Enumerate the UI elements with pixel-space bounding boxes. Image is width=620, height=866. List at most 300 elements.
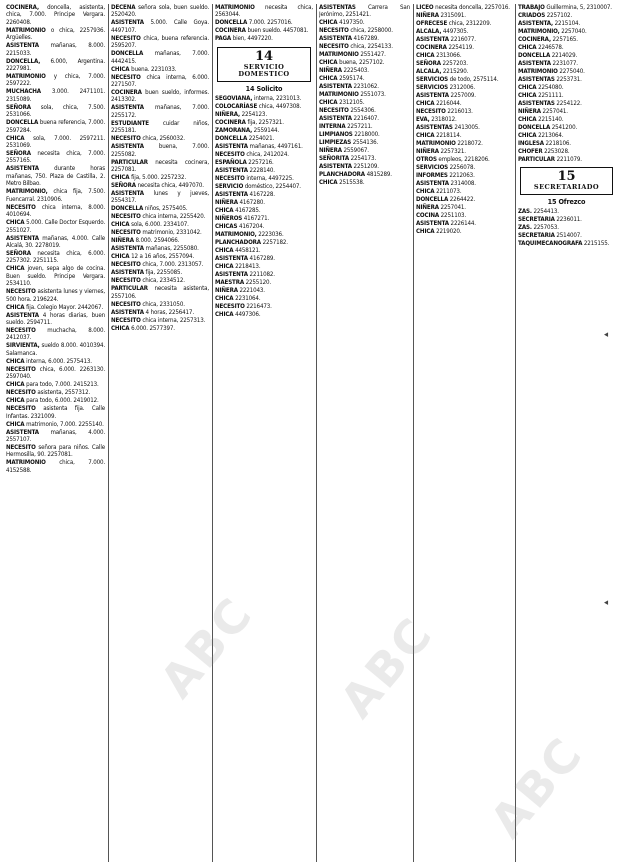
ad-column-3: [215, 4, 313, 862]
ad-text: 2226144.: [448, 220, 476, 227]
ad-lead-word: MATRIMONIO,: [215, 231, 257, 239]
section-header-secretarial: [520, 167, 613, 194]
classified-ad: [6, 381, 105, 388]
classified-ad: [6, 150, 105, 165]
ad-lead-word: CHICA: [416, 132, 435, 139]
ad-lead-word: MATRIMONIO,: [518, 28, 560, 35]
ad-text: chica, 2334512.: [140, 277, 185, 285]
ad-lead-word: NECESITO: [111, 316, 141, 324]
ad-text: para todo, 6.000. 2419012.: [24, 397, 99, 405]
ad-lead-word: CHICA: [111, 253, 130, 261]
classified-ad: [215, 35, 313, 42]
classified-ad: [111, 325, 209, 332]
ad-text: chica, 2258000.: [348, 27, 393, 35]
classified-ad: [518, 216, 615, 223]
ad-lead-word: MAESTRA: [215, 279, 245, 287]
classified-ad: [215, 279, 313, 286]
classified-ad: [518, 124, 615, 131]
classified-ad: [215, 119, 313, 126]
classified-ad: [416, 84, 512, 91]
ad-text: para todo, 7.000. 2415213.: [24, 381, 99, 389]
section-title: SECRETARIADO: [533, 183, 600, 192]
classified-ad: [111, 19, 209, 34]
ad-lead-word: NECESITO: [215, 303, 245, 311]
classified-ad: [215, 127, 313, 134]
ad-text: 2257009.: [448, 92, 476, 99]
ad-text: señora sola, buen sueldo. 2520420.: [111, 4, 209, 19]
classified-ad: [111, 237, 209, 244]
ad-text: sola, 6.000. 2334107.: [129, 221, 189, 229]
ad-lead-word: PAGA: [215, 35, 232, 43]
ad-text: 2257203.: [440, 60, 468, 67]
ad-lead-word: MATRIMONIO,: [6, 188, 48, 196]
classified-ad: [111, 35, 209, 50]
ad-text: 2251103.: [439, 212, 467, 219]
classified-ad: [416, 228, 512, 235]
classified-ad: [215, 287, 313, 294]
ad-text: 2216473.: [244, 303, 272, 311]
ad-text: niños, 2575405.: [143, 205, 188, 213]
classified-ad: [215, 303, 313, 310]
column-divider: [515, 4, 516, 862]
ad-lead-word: CHICA: [319, 99, 338, 107]
ad-text: 2315091.: [438, 12, 466, 19]
ad-text: necesita cocinera, 2257081.: [111, 158, 209, 174]
ad-text: chica interna, 2257313.: [140, 316, 206, 324]
classified-ad: [518, 108, 615, 115]
ad-text: 2219020.: [434, 228, 462, 235]
classified-ad: [319, 83, 410, 90]
classified-ad: [215, 159, 313, 166]
classified-ad: [111, 253, 209, 260]
ad-lead-word: COCINERA: [215, 27, 246, 35]
column-divider: [316, 4, 317, 862]
ad-lead-word: NIÑERA,: [215, 111, 240, 119]
classified-ad: [416, 116, 512, 123]
ad-lead-word: DONCELLA,: [6, 57, 41, 65]
ad-text: 2413005.: [452, 124, 480, 131]
ad-text: 4197350.: [337, 19, 365, 27]
ad-lead-word: NIÑERA: [319, 67, 342, 75]
column-divider: [212, 4, 213, 862]
classified-ad: [518, 240, 615, 247]
classified-ad: [416, 204, 512, 211]
ad-lead-word: ASISTENTA: [319, 115, 352, 123]
ad-lead-word: CHICA: [6, 265, 25, 273]
ad-text: 2514007.: [554, 232, 582, 240]
classified-ad: [416, 124, 512, 131]
ad-text: 2215140.: [536, 116, 564, 123]
ad-text: 4167271.: [242, 215, 270, 223]
ad-text: 2216077.: [448, 36, 476, 43]
ad-text: 2559067.: [341, 147, 369, 155]
ad-lead-word: CHICA: [518, 92, 537, 99]
classified-ad: [6, 88, 105, 103]
ad-lead-word: DONCELLA: [416, 196, 449, 203]
ad-text: 2218413.: [233, 263, 261, 271]
ad-text: 2254080.: [536, 84, 564, 91]
classified-ad: [6, 366, 105, 381]
ad-text: fija, 2255085.: [143, 269, 183, 277]
ad-text: 2312006.: [448, 84, 476, 91]
classified-ad: [518, 116, 615, 123]
ad-lead-word: ESTUDIANTE: [111, 119, 149, 127]
classified-ad: [319, 19, 410, 26]
ad-text: 4497306.: [233, 311, 261, 319]
ad-text: chica, 2331050.: [140, 300, 185, 308]
ad-text: chica, 7.000. 2313057.: [140, 261, 204, 269]
ad-lead-word: MATRIMONIO: [6, 26, 46, 34]
ad-column-2: [111, 4, 209, 862]
classified-ad: [215, 27, 313, 34]
ad-text: 2218072.: [455, 140, 483, 147]
classified-ad: [6, 58, 105, 73]
ad-text: 4 horas, 2256417.: [143, 308, 194, 316]
classified-ad: [416, 4, 512, 11]
ad-text: 2554306.: [348, 107, 376, 115]
ad-lead-word: MUCHACHA: [6, 88, 41, 96]
ad-text: muchacha, 8.000. 2412037.: [6, 326, 105, 342]
ad-text: lunes y jueves, 2554317.: [111, 190, 209, 205]
ad-lead-word: SECRETARIA: [518, 216, 555, 224]
classified-ad: [6, 342, 105, 357]
ad-text: matrimonio, 7.000. 2255140.: [24, 420, 104, 428]
classified-ad: [416, 68, 512, 75]
classified-ad: [319, 91, 410, 98]
ad-lead-word: MATRIMONIO: [319, 91, 359, 99]
ad-lead-word: MATRIMONIO: [6, 73, 46, 81]
ad-text: buena referencia, 7.000. 2597284.: [6, 119, 105, 134]
ad-lead-word: ASISTENTA: [215, 143, 248, 151]
ad-lead-word: PLANCHADORA: [215, 239, 261, 247]
ad-text: 2595174.: [337, 75, 365, 83]
ad-lead-word: ASISTENTA: [416, 36, 449, 43]
classified-ad: [518, 4, 615, 11]
ad-lead-word: NECESITO: [6, 365, 36, 373]
classified-ad: [6, 235, 105, 250]
classified-ad: [6, 459, 105, 474]
classified-ad: [319, 123, 410, 130]
ad-text: 2541200.: [550, 124, 578, 131]
ad-text: 2236011.: [554, 216, 582, 224]
ad-lead-word: ZAS.: [518, 208, 532, 216]
ad-lead-word: COCINERA: [416, 44, 447, 51]
ad-text: 4167289.: [247, 255, 275, 263]
classified-ad: [111, 89, 209, 104]
ad-lead-word: ASISTENTA: [6, 165, 39, 173]
ad-text: 2231077.: [550, 60, 578, 67]
classified-ad: [111, 159, 209, 174]
ad-lead-word: DONCELLA: [6, 119, 39, 127]
ad-text: Guillermina, 5, 2310007.: [544, 4, 612, 11]
classified-ad: [6, 4, 105, 26]
ad-text: 2257165.: [550, 36, 578, 43]
ad-text: 4167280.: [237, 199, 265, 207]
classified-ad: [416, 180, 512, 187]
ad-text: buena, 2257102.: [337, 59, 385, 67]
classified-ad: [215, 295, 313, 302]
watermark: ABC: [149, 586, 264, 708]
classified-ad: [416, 156, 512, 163]
ad-text: 2254021.: [247, 135, 275, 143]
classified-ad: [6, 250, 105, 265]
margin-mark: ◂: [604, 598, 609, 608]
classified-ad: [518, 12, 615, 19]
ad-text: 2211079.: [554, 156, 582, 163]
classified-ad: [215, 311, 313, 318]
ad-lead-word: TAQUIMECANOGRAFA: [518, 240, 583, 248]
classified-ad: [518, 44, 615, 51]
ad-text: 2246578.: [536, 44, 564, 51]
classified-ad: [518, 140, 615, 147]
margin-mark: ◂: [604, 330, 609, 340]
classified-ad: [111, 317, 209, 324]
ad-lead-word: ASISTENTA: [319, 83, 352, 91]
classified-ad: [6, 397, 105, 404]
ad-lead-word: ASISTENTA: [6, 311, 39, 319]
ad-text: 6.000. 2577397.: [129, 324, 175, 332]
ad-lead-word: INGLESA: [518, 140, 544, 147]
ad-lead-word: NIÑERA: [319, 147, 342, 155]
ad-lead-word: ASISTENTA: [215, 167, 248, 175]
ad-text: 2214029.: [550, 52, 578, 59]
ad-text: chica, 7.000. 4152588.: [6, 459, 105, 474]
ad-lead-word: MATRIMONIO: [6, 459, 46, 467]
classified-ad: [111, 174, 209, 181]
ad-text: o chica, 2257936. Argüelles.: [6, 26, 105, 42]
classified-ad: [319, 67, 410, 74]
classified-ad: [6, 288, 105, 303]
ad-text: 2551073.: [358, 91, 386, 99]
ad-text: buen sueldo, informes. 2413302.: [111, 89, 209, 104]
classified-ad: [6, 405, 105, 420]
classified-ad: [215, 111, 313, 118]
classified-ad: [416, 100, 512, 107]
ad-lead-word: SERVICIO: [215, 183, 244, 191]
ad-lead-word: ASISTENTA: [416, 180, 449, 187]
classified-ad: [416, 28, 512, 35]
classified-ad: [416, 148, 512, 155]
ad-lead-word: COLOCARÍASE: [215, 103, 258, 111]
ad-text: 2257040.: [559, 28, 587, 35]
ad-lead-word: CHICA: [518, 116, 537, 123]
classified-ad: [6, 265, 105, 287]
ad-text: buen sueldo. 4457081.: [245, 27, 309, 35]
ad-column-4: [319, 4, 410, 862]
classified-ad: [215, 191, 313, 198]
ad-lead-word: EVA,: [416, 116, 430, 123]
ad-lead-word: CHICA: [215, 311, 234, 319]
ad-lead-word: MATRIMONIO: [416, 140, 456, 147]
section-subhead: 15 Ofrezco: [547, 196, 586, 206]
ad-lead-word: COCINERA: [111, 89, 142, 97]
ad-lead-word: NECESITO: [6, 405, 36, 413]
section-title: SERVICIO DOMESTICO: [238, 62, 290, 79]
ad-lead-word: ZAS.: [518, 224, 532, 232]
ad-text: empleos, 2218206.: [436, 156, 490, 163]
ad-lead-word: NECESITO: [111, 73, 141, 81]
ad-text: chica, 2412024.: [244, 151, 289, 159]
ad-lead-word: NECESITO: [6, 443, 36, 451]
ad-text: chica interna, 2255420.: [140, 213, 206, 221]
section-number: 15: [557, 169, 576, 185]
classified-ad: [111, 135, 209, 142]
ad-text: mañanas, 4.000. Calle Alcalá, 30. 2278019.: [6, 234, 105, 249]
classified-ad: [215, 231, 313, 238]
ad-lead-word: ALCALA,: [416, 68, 442, 75]
classified-ad: [518, 68, 615, 75]
ad-lead-word: NECESITO: [6, 203, 36, 211]
ad-text: chica interna, 8.000. 4010694.: [6, 203, 105, 219]
classified-ad: [111, 229, 209, 236]
ad-text: 2228140.: [247, 167, 275, 175]
classified-ad: [319, 59, 410, 66]
classified-ad: [111, 120, 209, 135]
ad-text: 2559144.: [252, 127, 280, 135]
ad-text: 2257041.: [540, 108, 568, 115]
ad-text: 6.000, Argentina. 2227981.: [6, 57, 105, 73]
classified-ad: [319, 163, 410, 170]
ad-text: 12 a 16 años, 2557094.: [129, 253, 194, 261]
ad-lead-word: CRIADOS: [518, 12, 546, 19]
ad-text: 2264422.: [448, 196, 476, 203]
ad-text: fija, 2257321.: [245, 119, 284, 127]
ad-lead-word: NIÑERA: [416, 148, 439, 155]
ad-lead-word: SEÑORITA: [319, 155, 349, 163]
ad-text: buena, 7.000. 2255082.: [111, 143, 209, 158]
ad-lead-word: LIMPIANOS: [319, 131, 353, 139]
classified-ad: [518, 84, 615, 91]
ad-text: doncella, asistenta, chica, 7.000. Principe Vergara. 2260408.: [6, 4, 105, 26]
ad-lead-word: PARTICULAR: [111, 285, 148, 293]
classified-ad: [111, 66, 209, 73]
ad-text: 2257321.: [438, 148, 466, 155]
ad-text: 8.000. 2594066.: [133, 237, 180, 245]
watermark: ABC: [329, 606, 444, 728]
ad-lead-word: CHICA: [215, 207, 234, 215]
ad-text: interna, 6.000. 2575413.: [24, 357, 92, 365]
ad-text: necesita chica, 4497070.: [135, 182, 204, 190]
classified-ad: [518, 28, 615, 35]
ad-lead-word: TRABAJO: [518, 4, 545, 11]
ad-lead-word: LIMPIEZAS: [319, 139, 352, 147]
classified-ad: [111, 301, 209, 308]
ad-lead-word: CHICA: [6, 357, 25, 365]
ad-text: 2275040.: [557, 68, 585, 75]
ad-text: chica, 2312209.: [447, 20, 492, 27]
classified-ad: [319, 115, 410, 122]
classified-ad: [518, 60, 615, 67]
ad-lead-word: CHICA: [416, 52, 435, 59]
ad-lead-word: ASISTENTA: [6, 234, 39, 242]
classified-ad: [111, 4, 209, 19]
ad-text: fija. Colegio Mayor. 2442067.: [24, 303, 103, 311]
ad-text: 3.000. 2471101. 2315089.: [6, 88, 105, 103]
ad-lead-word: ASISTENTA: [319, 163, 352, 171]
classified-ad: [518, 232, 615, 239]
ad-lead-word: SEÑORA: [6, 150, 31, 158]
ad-lead-word: CHICA: [215, 247, 234, 255]
classified-ad: [6, 444, 105, 459]
ad-text: 2212063.: [447, 172, 475, 179]
ad-text: 2551427.: [358, 51, 386, 59]
ad-text: 4167285.: [233, 207, 261, 215]
classified-ad: [518, 100, 615, 107]
classified-ad: [319, 99, 410, 106]
ad-lead-word: SIRVIENTA,: [6, 342, 40, 350]
ad-text: necesita chica, 6.000. 2257302. 2251115.: [6, 249, 105, 265]
ad-lead-word: ASISTENTA: [111, 269, 144, 277]
ad-text: 2225403.: [341, 67, 369, 75]
classified-ad: [518, 20, 615, 27]
classified-ad: [215, 239, 313, 246]
classified-ad: [416, 188, 512, 195]
ad-lead-word: INFORMES: [416, 172, 448, 179]
ad-lead-word: DONCELLA: [215, 19, 248, 27]
ad-lead-word: ESPAÑOLA: [215, 159, 247, 167]
ad-text: 2257211.: [345, 123, 373, 131]
ad-lead-word: MATRIMONIO: [319, 51, 359, 59]
ad-lead-word: ASISTENTA: [215, 191, 248, 199]
ad-text: cuidar niños, 2255181.: [111, 119, 209, 135]
ad-text: 2231062.: [351, 83, 379, 91]
ad-lead-word: NECESITO: [215, 175, 245, 183]
classified-ad: [416, 164, 512, 171]
ad-lead-word: CHICA: [215, 263, 234, 271]
classified-ad: [416, 36, 512, 43]
ad-lead-word: NECESITO: [215, 151, 245, 159]
ad-lead-word: OTROS: [416, 156, 437, 163]
ad-lead-word: MATRIMONIO: [215, 4, 255, 11]
ad-text: 2253028.: [542, 148, 570, 155]
ad-text: 2211082.: [247, 271, 275, 279]
ad-text: 2231064.: [233, 295, 261, 303]
ad-lead-word: DECENA: [111, 4, 136, 11]
ad-lead-word: CHICA: [319, 19, 338, 27]
classified-ad: [416, 108, 512, 115]
ad-lead-word: OFRECESE: [416, 20, 448, 27]
ad-lead-word: SEÑORA: [111, 182, 136, 190]
classified-ad: [215, 4, 313, 19]
ad-text: 2216013.: [445, 108, 473, 115]
classified-ad: [215, 167, 313, 174]
classified-ad: [6, 27, 105, 42]
ad-text: 5.000. Calle Goya. 4497107.: [111, 19, 209, 34]
ad-text: fija, 5.000. 2257232.: [129, 174, 186, 182]
classified-ad: [518, 76, 615, 83]
classified-ad: [518, 36, 615, 43]
ad-text: chica fija, 7.500. Fuencarral. 2310906.: [6, 188, 105, 203]
ad-text: 2213064.: [536, 132, 564, 139]
ad-text: chica interna, 6.000. 2271507.: [111, 73, 209, 89]
ad-text: 2257053.: [531, 224, 559, 232]
ad-text: mañanas, 4.000. 2557107.: [6, 428, 105, 443]
ad-text: y chica, 7.000. 2597222.: [6, 73, 105, 88]
classified-ad: [111, 261, 209, 268]
classified-ad: [111, 245, 209, 252]
classified-ad: [215, 207, 313, 214]
ad-text: 2253731.: [554, 76, 582, 83]
classified-ad: [319, 35, 410, 42]
ad-text: buena. 2231033.: [129, 65, 177, 73]
ad-lead-word: SEÑORA: [416, 60, 441, 67]
classified-ad: [416, 220, 512, 227]
classified-ad: [215, 135, 313, 142]
classified-ad: [111, 269, 209, 276]
classified-ad: [6, 219, 105, 234]
ad-lead-word: DONCELLA: [215, 135, 248, 143]
ad-lead-word: ASISTENTAS: [416, 124, 453, 131]
